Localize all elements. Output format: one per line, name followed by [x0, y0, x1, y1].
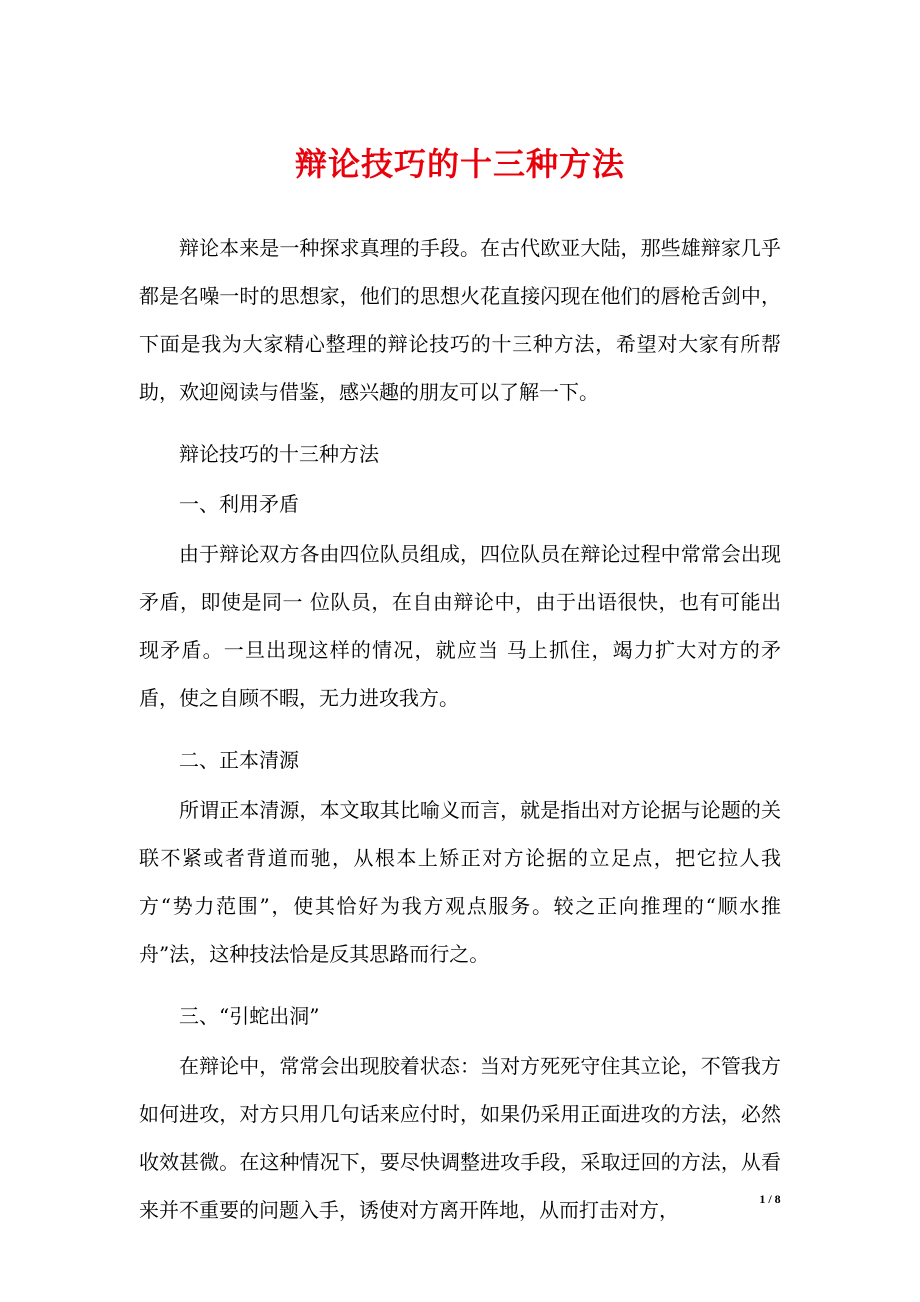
method-1-heading: 一、利用矛盾	[179, 492, 299, 516]
intro-paragraph: 辩论本来是一种探求真理的手段。在古代欧亚大陆，那些雄辩家几乎都是名噪一时的思想家，他们的思想火花直接闪现在他们的唇枪舌剑中，下面是我为大家精心整理的辩论技巧的十三种方法，希望对大家有所帮助，欢迎阅读与借鉴，感兴趣的朋友可以了解一下。	[139, 236, 781, 404]
page-indicator: 1 / 8	[759, 1192, 781, 1206]
method-1-paragraph: 由于辩论双方各由四位队员组成，四位队员在辩论过程中常常会出现矛盾，即使是同一 位队员，在自由辩论中，由于出语很快，也有可能出现矛盾。一旦出现这样的情况，就应当 马上抓住，竭力扩大对方的矛盾，使之自顾不暇，无力进攻我方。	[139, 542, 781, 710]
section-heading: 辩论技巧的十三种方法	[179, 442, 379, 466]
document-title: 辩论技巧的十三种方法	[294, 145, 625, 183]
method-2-heading: 二、正本清源	[179, 748, 299, 772]
document-body	[139, 224, 781, 1248]
method-3-heading: 三、“引蛇出洞”	[179, 1004, 320, 1028]
method-3-paragraph: 在辩论中，常常会出现胶着状态：当对方死死守住其立论，不管我方如何进攻，对方只用几句话来应付时，如果仍采用正面进攻的方法，必然收效甚微。在这种情况下，要尽快调整进攻手段，采取迂回的方法，从看来并不重要的问题入手，诱使对方离开阵地，从而打击对方，	[139, 1054, 781, 1222]
method-2-paragraph: 所谓正本清源，本文取其比喻义而言，就是指出对方论据与论题的关联不紧或者背道而驰，从根本上矫正对方论据的立足点，把它拉人我方“势力范围”，使其恰好为我方观点服务。较之正向推理的“顺水推舟”法，这种技法恰是反其思路而行之。	[139, 798, 781, 966]
